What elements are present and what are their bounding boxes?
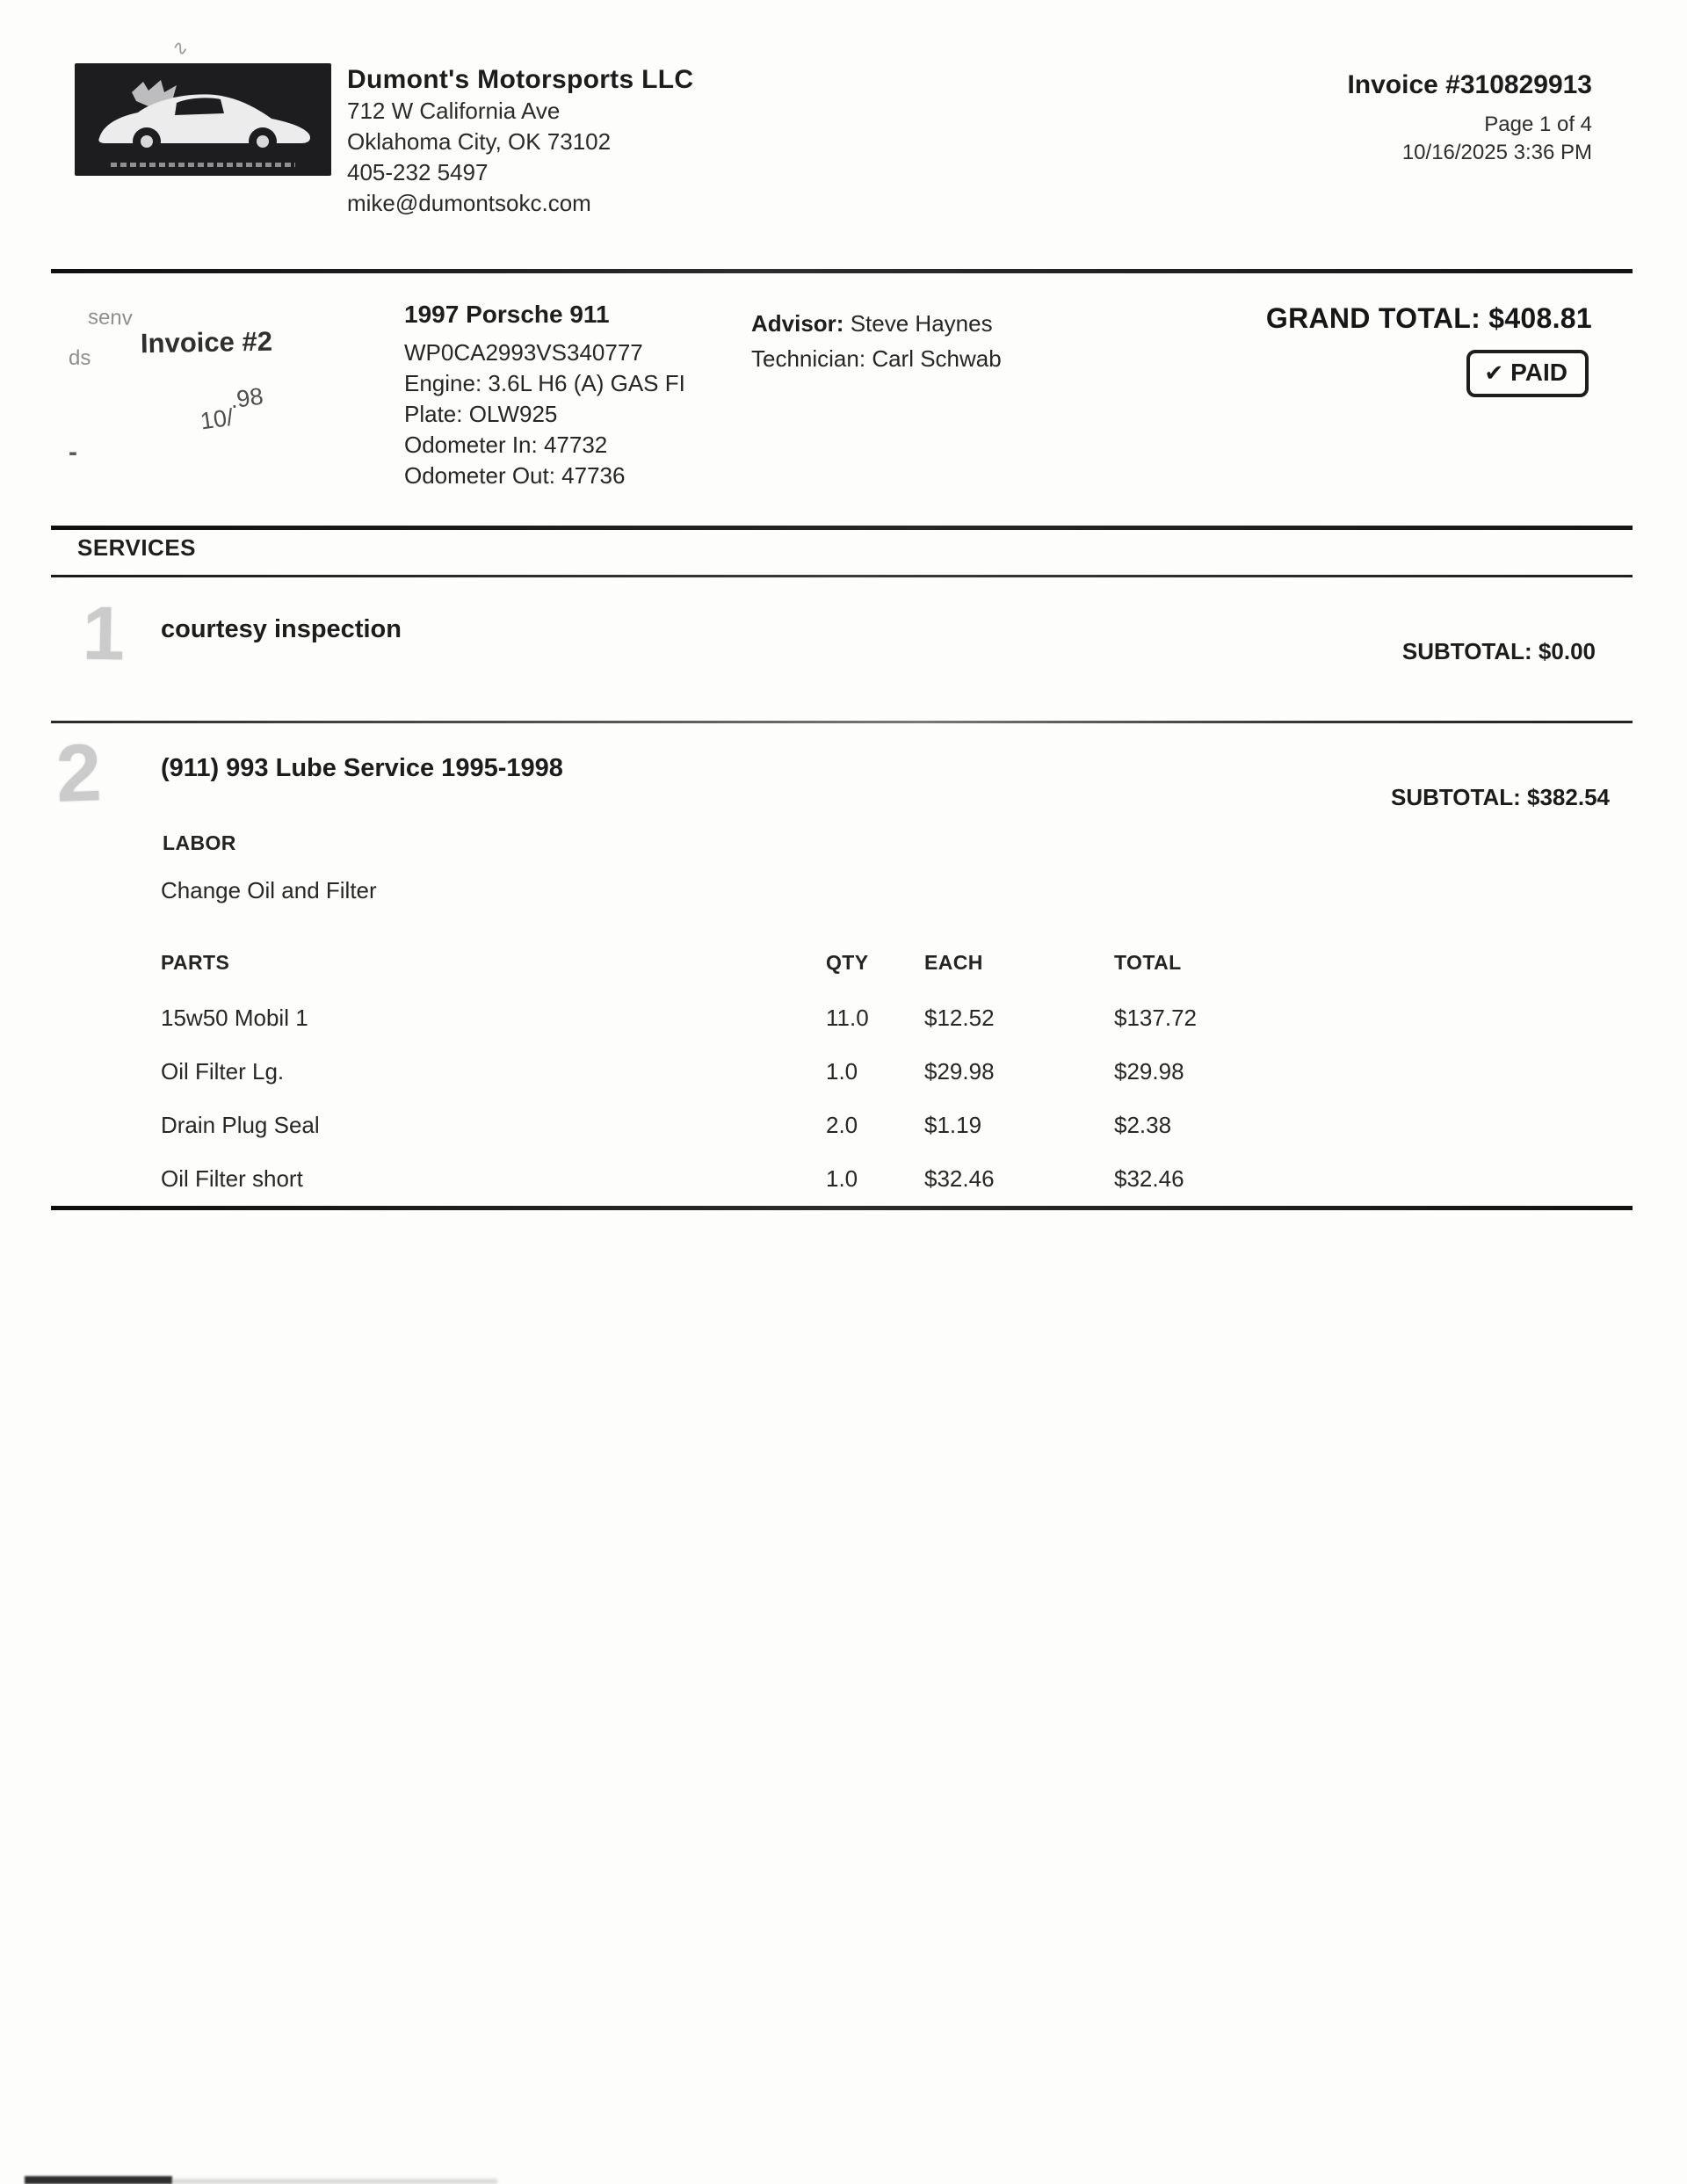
parts-cell-each: $12.52 [924,1005,995,1031]
service-item-number: 2 [54,728,103,819]
vehicle-info-block [404,301,685,491]
logo-caption-text-band [111,163,295,167]
parts-header-total: TOTAL [1114,951,1182,974]
vehicle-odometer-in: Odometer In: 47732 [404,432,608,458]
parts-header-name: PARTS [161,951,230,974]
parts-cell-total: $2.38 [1114,1112,1172,1138]
scan-ghost-text: ds [69,346,91,370]
vehicle-plate: Plate: OLW925 [404,401,558,427]
parts-cell-each: $32.46 [924,1165,995,1192]
labor-description: Change Oil and Filter [161,877,377,903]
advisor-line [751,306,1002,341]
parts-header-each: EACH [924,951,983,974]
scan-mark: ∿ [170,35,192,61]
parts-cell-name: Oil Filter short [161,1165,303,1192]
divider-services-top [51,526,1633,530]
car-silhouette-icon [83,76,322,161]
advisor-label: Advisor: [751,310,844,337]
paid-badge [1466,350,1589,397]
staff-block [751,306,1002,376]
parts-cell-each: $29.98 [924,1058,995,1085]
services-section-title: SERVICES [77,534,197,561]
company-logo [75,63,331,176]
scan-ghost-invoice-label: Invoice #2 [140,325,273,359]
advisor-name: Steve Haynes [850,310,993,337]
vehicle-odometer-out: Odometer Out: 47736 [404,462,626,489]
parts-cell-name: Oil Filter Lg. [161,1058,285,1085]
company-phone: 405-232 5497 [347,159,489,185]
parts-cell-total: $29.98 [1114,1058,1184,1085]
vehicle-vin: WP0CA2993VS340777 [404,339,643,366]
company-address-line2: Oklahoma City, OK 73102 [347,128,612,155]
invoice-number: Invoice #310829913 [1347,70,1592,99]
scan-ghost-text: .98 [228,382,265,414]
parts-cell-qty: 1.0 [826,1165,858,1192]
service-item-title: (911) 993 Lube Service 1995-1998 [161,754,563,782]
parts-cell-total: $32.46 [1114,1165,1184,1192]
parts-cell-each: $1.19 [924,1112,982,1138]
service-item-number: 1 [82,591,126,677]
technician-name: Carl Schwab [872,345,1002,372]
page-indicator: Page 1 of 4 [1484,112,1592,136]
parts-cell-name: Drain Plug Seal [161,1112,320,1138]
scan-ghost-text: - [69,438,77,467]
vehicle-title: 1997 Porsche 911 [404,301,610,328]
parts-cell-total: $137.72 [1114,1005,1197,1031]
parts-table [161,951,1637,1219]
invoice-datetime: 10/16/2025 3:36 PM [1401,141,1592,164]
divider-top [51,269,1633,273]
check-icon: ✔ [1484,359,1504,386]
parts-cell-qty: 11.0 [826,1005,869,1031]
technician-line [751,341,1002,376]
invoice-meta-block [1347,70,1592,165]
scan-ghost-text: senv [87,305,134,330]
company-block [347,65,693,218]
scan-smudge [172,2179,497,2184]
parts-cell-qty: 2.0 [826,1112,858,1138]
service-item-subtotal: SUBTOTAL: $0.00 [1401,638,1596,664]
company-address-line1: 712 W California Ave [347,98,561,124]
vehicle-engine: Engine: 3.6L H6 (A) GAS FI [404,370,685,396]
technician-label: Technician: [751,345,866,372]
labor-heading: LABOR [163,831,236,854]
paid-label: PAID [1510,359,1568,386]
parts-cell-qty: 1.0 [826,1058,858,1085]
scan-smudge [25,2176,172,2184]
service-item-title: courtesy inspection [161,615,402,643]
company-email: mike@dumontsokc.com [347,190,591,216]
parts-header-qty: QTY [826,951,869,974]
divider-bottom [51,1206,1633,1210]
parts-cell-name: 15w50 Mobil 1 [161,1005,308,1031]
divider-services-bottom [51,575,1633,577]
divider-item [51,721,1633,723]
company-name: Dumont's Motorsports LLC [347,65,694,94]
scan-ghost-text: 10/ [199,403,235,435]
grand-total: GRAND TOTAL: $408.81 [1265,302,1592,334]
service-item-subtotal: SUBTOTAL: $382.54 [1390,784,1610,810]
